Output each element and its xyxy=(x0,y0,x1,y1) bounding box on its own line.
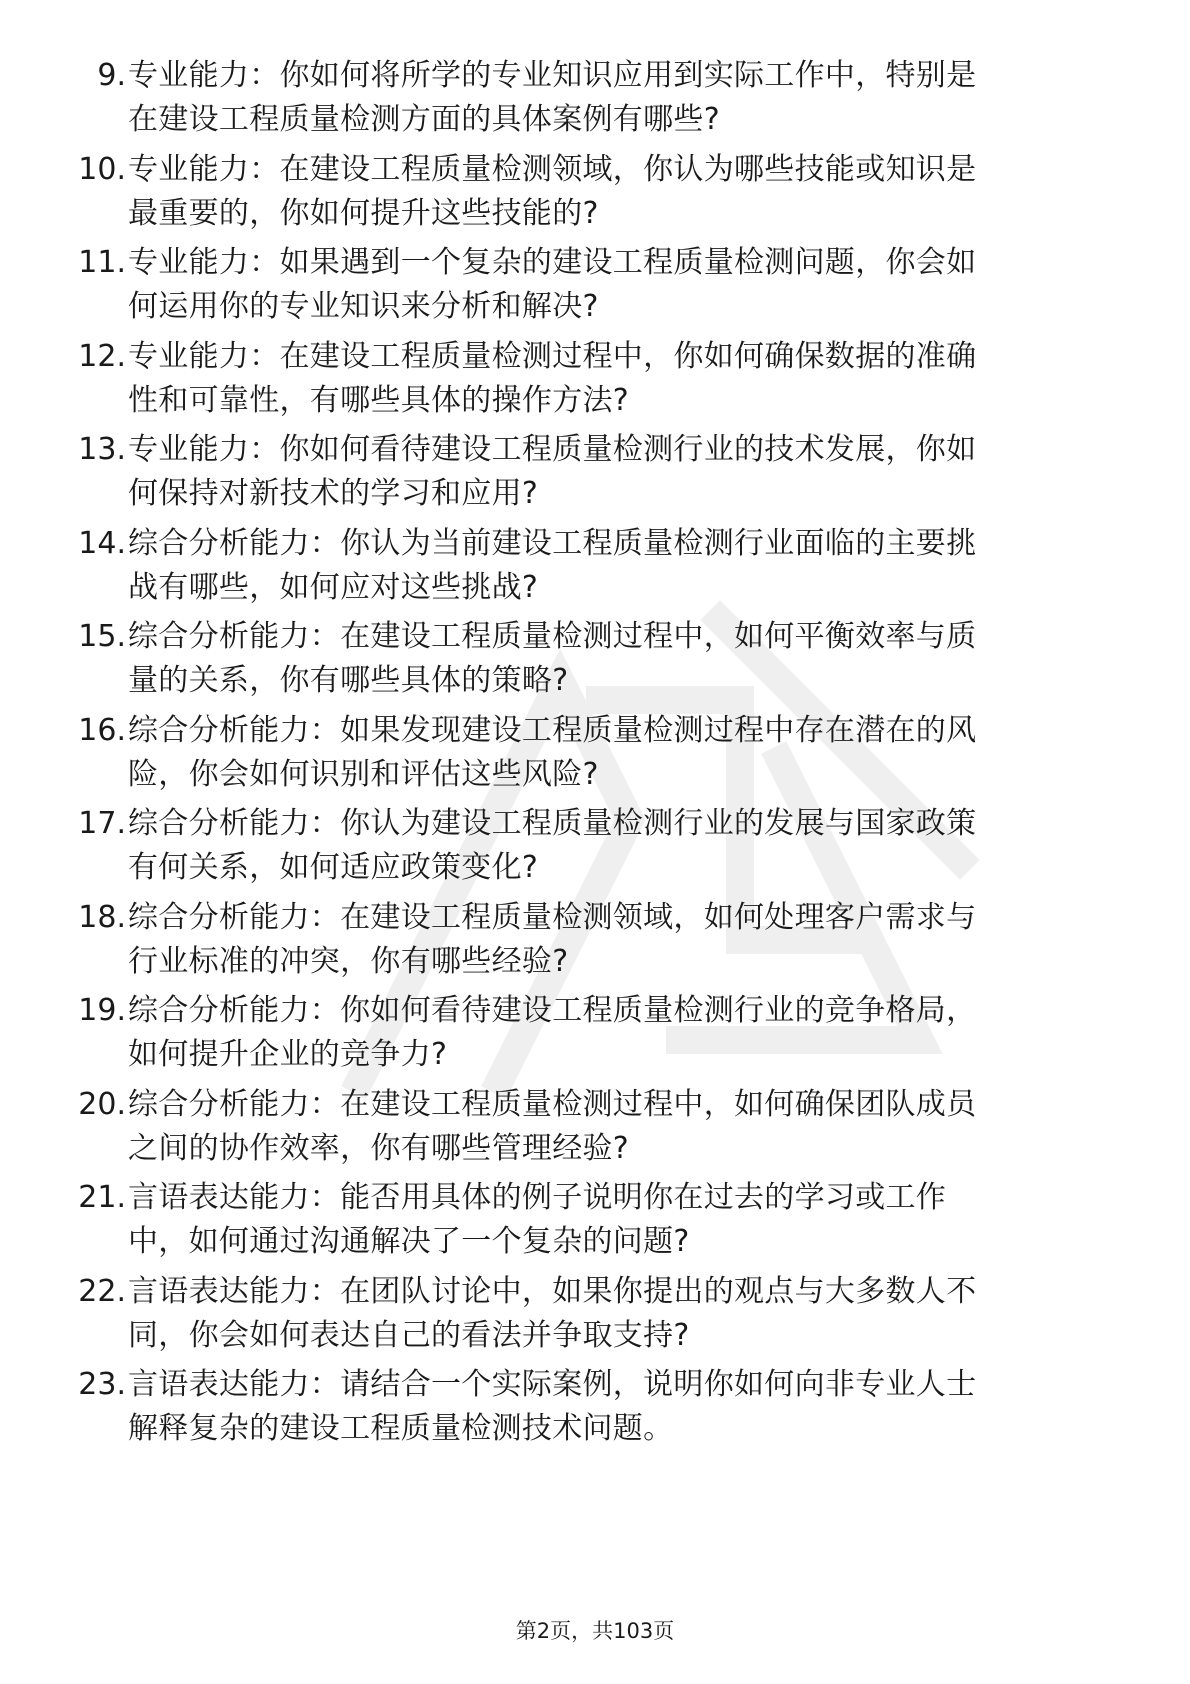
question-item xyxy=(0,42,1190,136)
question-line: 专业能力：在建设工程质量检测过程中，你如何确保数据的准确 xyxy=(128,338,977,374)
question-number: 17. xyxy=(78,806,126,841)
question-line: 综合分析能力：你认为建设工程质量检测行业的发展与国家政策 xyxy=(128,806,977,841)
question-item xyxy=(0,136,1190,230)
question-line: 在建设工程质量检测方面的具体案例有哪些? xyxy=(128,102,720,137)
question-text xyxy=(128,989,1108,1077)
question-item xyxy=(0,603,1190,697)
question-line: 言语表达能力：请结合一个实际案例，说明你如何向非专业人士 xyxy=(128,1367,977,1402)
question-text xyxy=(128,896,1108,984)
question-text xyxy=(128,709,1108,797)
question-line: 何保持对新技术的学习和应用? xyxy=(128,476,539,511)
question-text xyxy=(128,54,1108,142)
question-line: 战有哪些，如何应对这些挑战? xyxy=(128,569,539,605)
question-text xyxy=(128,802,1108,890)
question-number: 13. xyxy=(78,432,126,467)
question-line: 专业能力：在建设工程质量检测领域，你认为哪些技能或知识是 xyxy=(128,151,977,187)
question-line: 险，你会如何识别和评估这些风险? xyxy=(128,756,599,792)
question-line: 言语表达能力：能否用具体的例子说明你在过去的学习或工作 xyxy=(128,1180,947,1215)
question-number: 16. xyxy=(78,712,126,748)
question-item xyxy=(0,1071,1190,1165)
question-item xyxy=(0,510,1190,604)
question-line: 何运用你的专业知识来分析和解决? xyxy=(128,289,599,324)
question-text xyxy=(128,428,1108,516)
question-line: 中，如何通过沟通解决了一个复杂的问题? xyxy=(128,1224,690,1259)
question-item xyxy=(0,790,1190,884)
question-text xyxy=(128,1176,1108,1264)
question-line: 综合分析能力：你如何看待建设工程质量检测行业的竞争格局， xyxy=(128,993,977,1028)
question-number: 19. xyxy=(78,993,126,1028)
question-item xyxy=(0,416,1190,510)
question-text xyxy=(128,522,1108,610)
question-number: 21. xyxy=(78,1180,126,1215)
question-text xyxy=(128,1270,1108,1358)
question-text xyxy=(128,148,1108,236)
question-number: 12. xyxy=(78,338,126,374)
page-footer: 第2页，共103页 xyxy=(515,1619,675,1643)
question-text xyxy=(128,335,1108,423)
question-line: 有何关系，如何适应政策变化? xyxy=(128,850,539,885)
question-line: 解释复杂的建设工程质量检测技术问题。 xyxy=(128,1411,674,1446)
question-line: 综合分析能力：在建设工程质量检测过程中，如何平衡效率与质 xyxy=(128,619,977,654)
question-item xyxy=(0,229,1190,323)
question-line: 同，你会如何表达自己的看法并争取支持? xyxy=(128,1317,690,1353)
question-number: 15. xyxy=(78,619,126,654)
question-line: 综合分析能力：在建设工程质量检测过程中，如何确保团队成员 xyxy=(128,1086,977,1122)
question-item xyxy=(0,1351,1190,1445)
question-item xyxy=(0,323,1190,417)
question-line: 综合分析能力：你认为当前建设工程质量检测行业面临的主要挑 xyxy=(128,525,977,561)
question-line: 言语表达能力：在团队讨论中，如果你提出的观点与大多数人不 xyxy=(128,1273,977,1309)
question-item xyxy=(0,1258,1190,1352)
question-text xyxy=(128,1363,1108,1451)
question-line: 综合分析能力：在建设工程质量检测领域，如何处理客户需求与 xyxy=(128,899,977,935)
question-line: 最重要的，你如何提升这些技能的? xyxy=(128,195,599,231)
question-line: 如何提升企业的竞争力? xyxy=(128,1037,448,1072)
question-line: 专业能力：如果遇到一个复杂的建设工程质量检测问题，你会如 xyxy=(128,245,977,280)
question-number: 23. xyxy=(78,1367,126,1402)
question-line: 量的关系，你有哪些具体的策略? xyxy=(128,663,569,698)
question-line: 专业能力：你如何看待建设工程质量检测行业的技术发展，你如 xyxy=(128,432,977,467)
question-line: 综合分析能力：如果发现建设工程质量检测过程中存在潜在的风 xyxy=(128,712,977,748)
question-item xyxy=(0,977,1190,1071)
question-number: 20. xyxy=(78,1086,126,1122)
question-number: 10. xyxy=(78,151,126,187)
question-line: 性和可靠性，有哪些具体的操作方法? xyxy=(128,382,630,418)
question-number: 18. xyxy=(78,899,126,935)
question-number: 14. xyxy=(78,525,126,561)
question-text xyxy=(128,1083,1108,1171)
question-line: 行业标准的冲突，你有哪些经验? xyxy=(128,943,569,979)
question-line: 专业能力：你如何将所学的专业知识应用到实际工作中，特别是 xyxy=(128,58,977,93)
question-number: 11. xyxy=(78,245,126,280)
question-text xyxy=(128,241,1108,329)
question-number: 9. xyxy=(97,58,126,93)
question-item xyxy=(0,1164,1190,1258)
question-text xyxy=(128,615,1108,703)
question-item xyxy=(0,884,1190,978)
question-number: 22. xyxy=(78,1273,126,1309)
question-line: 之间的协作效率，你有哪些管理经验? xyxy=(128,1130,630,1166)
question-item xyxy=(0,697,1190,791)
question-list xyxy=(0,42,1190,1445)
